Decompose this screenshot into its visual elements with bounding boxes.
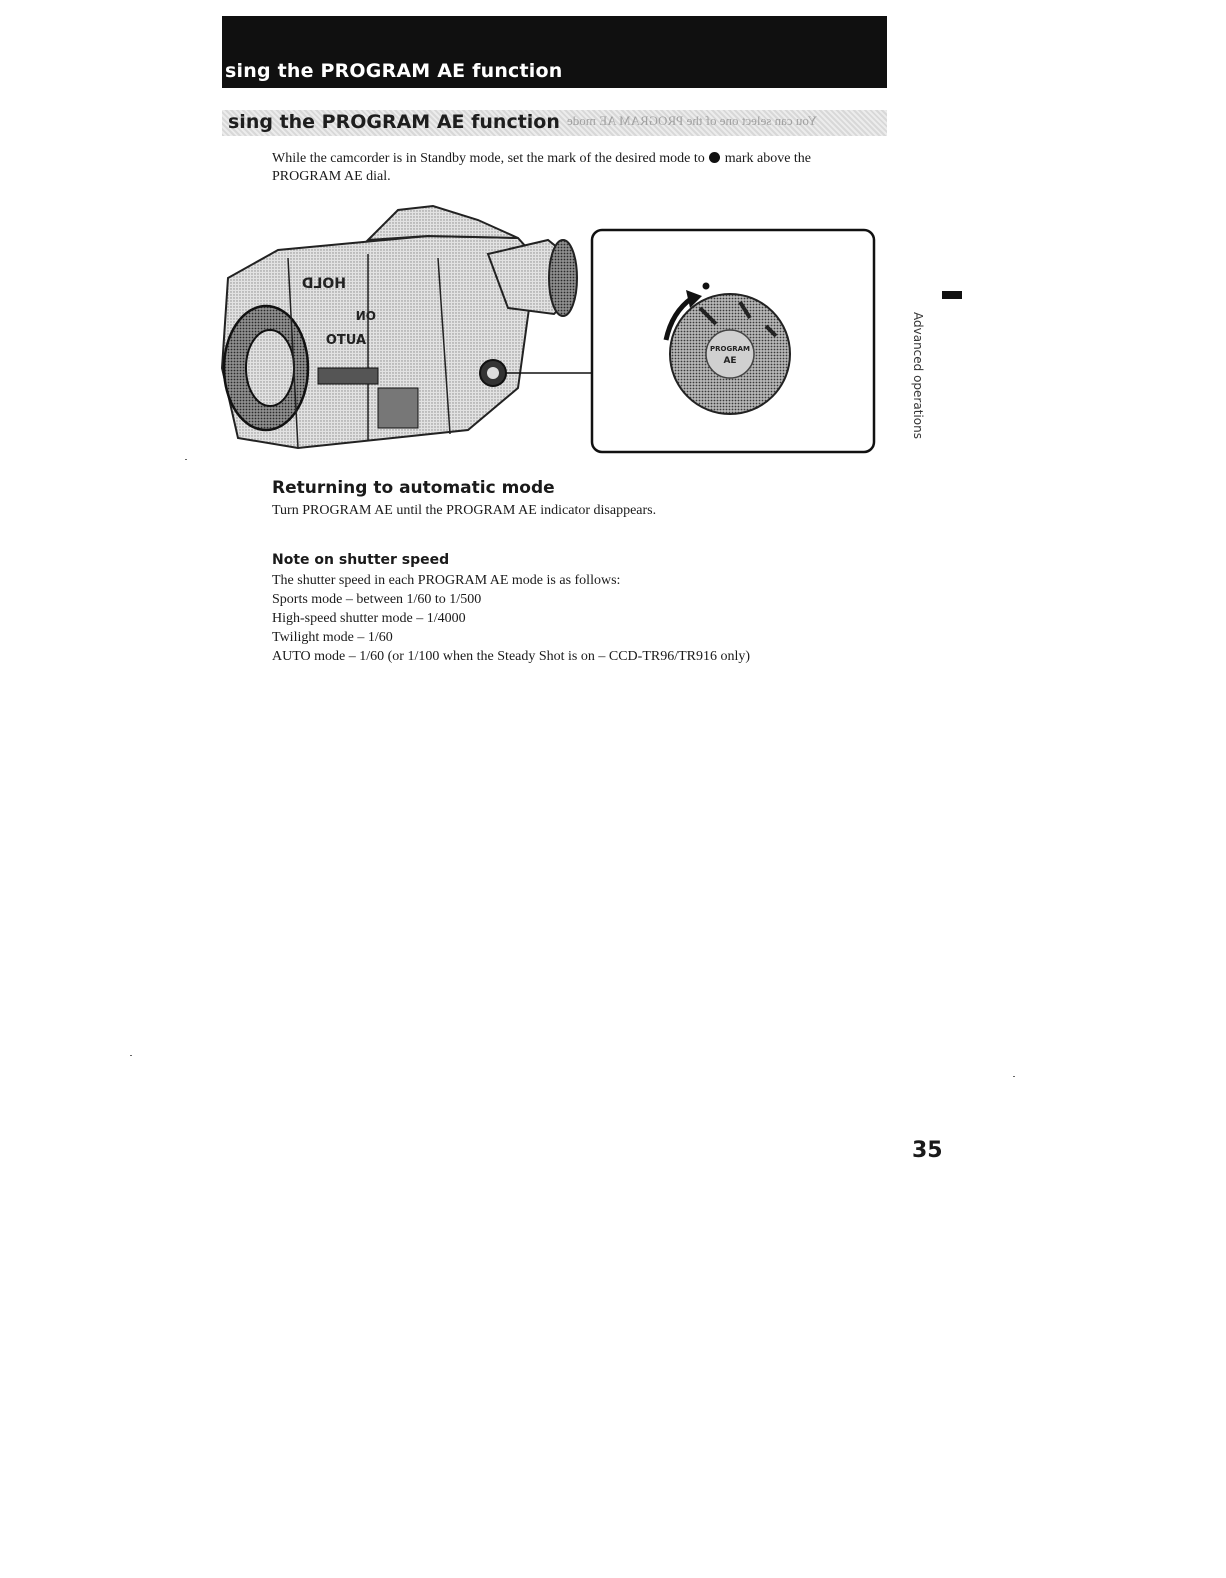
dial-label-ae: AE [723, 356, 737, 366]
camera-label-on: ON [355, 309, 376, 323]
page-number: 35 [912, 1138, 943, 1163]
program-ae-dial-callout [590, 228, 876, 454]
camera-label-auto: AUTO [325, 333, 366, 348]
section-tab-marker [942, 291, 962, 299]
intro-text-end: mark above the PROGRAM AE dial. [272, 151, 812, 184]
scan-speck [1013, 1076, 1015, 1077]
camcorder-illustration [218, 198, 598, 460]
dial-label-program: PROGRAM [710, 345, 750, 353]
intro-text-start: While the camcorder is in Standby mode, set the mark of the desired mode to [272, 151, 709, 166]
section-bleed-through-text: You can select one of the PROGRAM AE mode [567, 113, 817, 128]
list-item: Twilight mode – 1/60 [272, 630, 393, 645]
list-item: High-speed shutter mode – 1/4000 [272, 611, 466, 626]
intro-paragraph [272, 150, 882, 186]
list-item: Sports mode – between 1/60 to 1/500 [272, 592, 482, 607]
returning-heading: Returning to automatic mode [272, 478, 555, 498]
scan-speck [185, 459, 187, 460]
side-tab-label: Advanced operations [911, 312, 925, 439]
list-item: AUTO mode – 1/60 (or 1/100 when the Steady Shot is on – CCD-TR96/TR916 only) [272, 649, 751, 664]
shutter-speed-list [272, 571, 750, 666]
camera-label-hold: HOLD [301, 276, 346, 292]
header-bar [222, 16, 887, 88]
scan-speck [130, 1055, 132, 1056]
section-title: sing the PROGRAM AE function [228, 111, 560, 133]
list-item: The shutter speed in each PROGRAM AE mode is as follows: [272, 573, 621, 588]
dial-index-dot-icon [703, 283, 710, 290]
header-title: sing the PROGRAM AE function [225, 60, 563, 82]
black-dot-mark-icon [709, 152, 720, 163]
section-title-band [222, 110, 887, 136]
returning-text: Turn PROGRAM AE until the PROGRAM AE indicator disappears. [272, 503, 657, 518]
note-heading: Note on shutter speed [272, 552, 450, 568]
